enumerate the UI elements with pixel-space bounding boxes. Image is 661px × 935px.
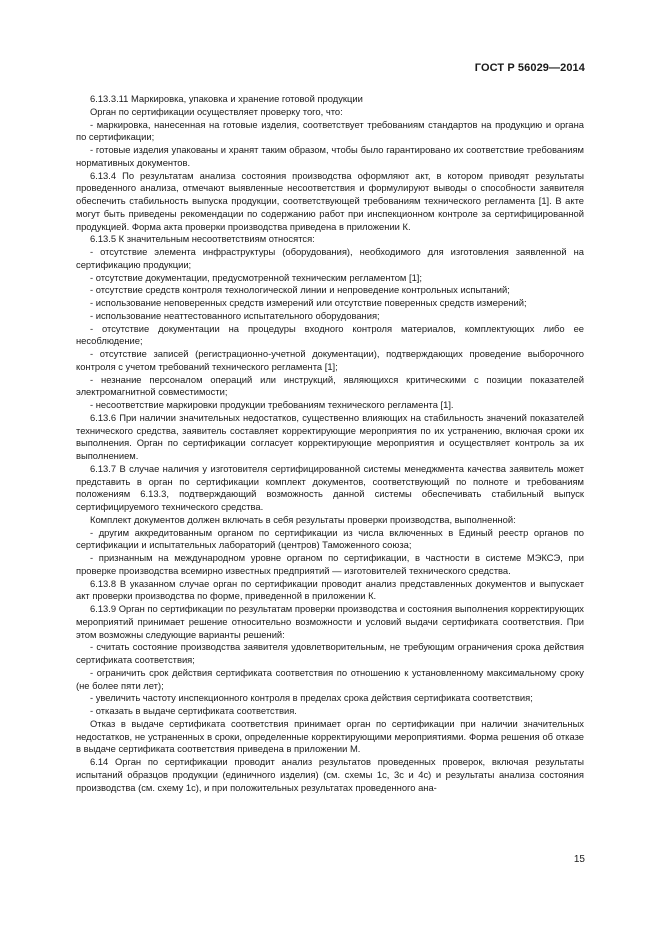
paragraph: 6.13.3.11 Маркировка, упаковка и хранение готовой продукции (90, 93, 363, 104)
page-number: 15 (573, 854, 585, 865)
paragraph: - отсутствие записей (регистрационно-учетной документации), подтверждающих проведение выборочного контроля с учетом требований технического регламента [1]; (76, 348, 584, 372)
paragraph: 6.13.9 Орган по сертификации по результатам проверки производства и состояния выполнения корректирующих мероприятий принимает решение относительно возможности и условий выдачи сертификата соответствия. При этом возможны следующие варианты решений: (76, 603, 584, 640)
paragraph: 6.13.7 В случае наличия у изготовителя сертифицированной системы менеджмента качества заявитель может представить в орган по сертификации комплект документов, соответствующий по полноте и требованиям положениям 6.13.3, подтверждающий возможность данной системы обеспечивать стабильный выпуск сертифицируемого технического средства. (76, 462, 584, 512)
paragraph: - признанным на международном уровне органом по сертификации, в частности в системе МЭКСЭ, при проверке производства всемирно известных предприятий — изготовителей технического средства. (76, 552, 584, 576)
document-standard-code: ГОСТ Р 56029—2014 (474, 62, 585, 74)
paragraph: - использование неаттестованного испытательного оборудования; (90, 309, 380, 321)
paragraph: - готовые изделия упакованы и хранят таким образом, чтобы было гарантировано их соответствие требованиям нормативных документов. (76, 144, 584, 168)
paragraph: - другим аккредитованным органом по сертификации из числа включенных в Единый реестр органов по сертификации и испытательных лабораторий (центров) Таможенного союза; (76, 526, 584, 551)
paragraph: - считать состояние производства заявителя удовлетворительным, не требующим ограничения срока действия сертификата соответствия; (76, 641, 584, 665)
paragraph: 6.14 Орган по сертификации проводит анализ результатов проведенных проверок, включая результаты испытаний образцов продукции (единичного изделия) (см. схемы 1с, 3с и 4с) и результаты анализа состояния производства (см. схему 1с), и при положительных результатах проведенного ана- (76, 756, 584, 793)
paragraph: 6.13.5 К значительным несоответствиям относятся: (90, 233, 315, 245)
paragraph: 6.13.4 По результатам анализа состояния производства оформляют акт, в котором приводят результаты проведенного анализа, отмечают выявленные несоответствия и формулируют выводы о способности заявителя обеспечить стабильность выпуска продукции, соответствующей требованиям технического регламента [1]. В акте могут быть приведены рекомендации по содержанию работ при инспекционном контроле за сертифицированной продукцией. Форма акта проверки производства приведена в приложении К. (76, 169, 584, 232)
paragraph: - увеличить частоту инспекционного контроля в пределах срока действия сертификата соответствия; (90, 692, 533, 704)
document-body (76, 93, 584, 794)
paragraph: - отказать в выдаче сертификата соответствия. (90, 705, 297, 716)
paragraph: - несоответствие маркировки продукции требованиям технического регламента [1]. (90, 399, 454, 410)
paragraph: 6.13.6 При наличии значительных недостатков, существенно влияющих на стабильность значений показателей технического средства, заявитель составляет корректирующие мероприятия по их устранению, включая сроки их выполнения. Орган по сертификации согласует корректирующие мероприятия и осуществляет контроль за их выполнением. (76, 411, 584, 461)
paragraph: - использование неповеренных средств измерений или отсутствие поверенных средств измерений; (90, 297, 527, 308)
paragraph: - отсутствие средств контроля технологической линии и непроведение контрольных испытаний; (90, 284, 510, 296)
paragraph: - незнание персоналом операций или инструкций, являющихся критическими с позиции показателей электромагнитной совместимости; (76, 373, 584, 398)
paragraph: - ограничить срок действия сертификата соответствия по отношению к установленному максимальному сроку (не более пяти лет); (76, 666, 584, 691)
paragraph: - отсутствие документации на процедуры входного контроля материалов, комплектующих либо ее несоблюдение; (76, 322, 584, 347)
paragraph: Комплект документов должен включать в себя результаты проверки производства, выполненной: (90, 513, 516, 525)
paragraph: Отказ в выдаче сертификата соответствия принимает орган по сертификации при наличии значительных недостатков, не устраненных в сроки, определенные корректирующими мероприятиями. Форма решения об отказе в выдаче сертификата соответствия приведена в приложении М. (76, 717, 584, 755)
paragraph: Орган по сертификации осуществляет проверку того, что: (90, 105, 343, 117)
paragraph: - отсутствие документации, предусмотренной техническим регламентом [1]; (90, 271, 423, 283)
paragraph: - маркировка, нанесенная на готовые изделия, соответствует требованиям стандартов на продукцию и органа по сертификации; (76, 118, 584, 143)
paragraph: 6.13.8 В указанном случае орган по сертификации проводит анализ представленных документов и выпускает акт проверки производства по форме, приведенной в приложении К. (76, 577, 584, 602)
paragraph: - отсутствие элемента инфраструктуры (оборудования), необходимого для изготовления заявленной на сертификацию продукции; (76, 246, 584, 270)
